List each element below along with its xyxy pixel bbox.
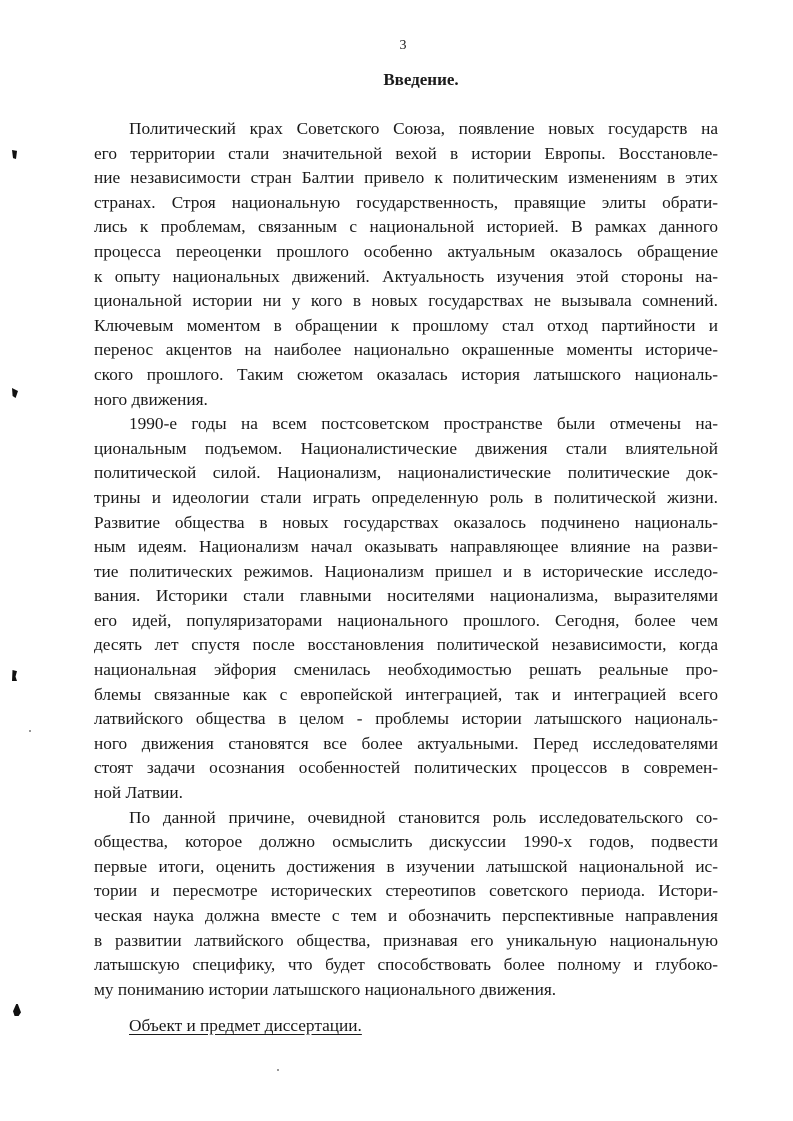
text-line: общества, которое должно осмыслить дискуссии 1990-х годов, подвести (94, 832, 718, 852)
text-line: 1990-е годы на всем постсоветском пространстве были отмечены на- (129, 414, 718, 434)
text-line: тории и пересмотре исторических стереотипов советского периода. Истори- (94, 881, 718, 901)
text-line: циональным подъемом. Националистические движения стали влиятельной (94, 438, 718, 458)
text-line: первые итоги, оценить достижения в изучении латышской национальной ис- (94, 856, 718, 876)
text-line: перенос акцентов на наиболее национально окрашенные моменты историче- (94, 340, 718, 360)
scan-artifact-mark (12, 388, 18, 398)
text-line: вания. Историки стали главными носителями национализма, выразителями (94, 586, 718, 606)
text-line: ного движения становятся все более актуальными. Перед исследователями (94, 733, 718, 753)
text-line: По данной причине, очевидной становится роль исследовательского со- (129, 807, 718, 827)
paragraph-3 (94, 806, 718, 1003)
text-line: его идей, популяризаторами национального прошлого. Сегодня, более чем (94, 610, 718, 630)
text-line: в развитии латвийского общества, признавая его уникальную национальную (94, 930, 718, 950)
text-line: му пониманию истории латышского национального движения. (94, 979, 557, 999)
text-line: десять лет спустя после восстановления политической независимости, когда (94, 635, 718, 655)
paragraph-2 (94, 412, 718, 806)
text-line: ной Латвии. (94, 783, 183, 803)
page-heading: Введение. (383, 70, 459, 89)
text-line: тие политических режимов. Национализм пришел и в исторические исследо- (94, 561, 718, 581)
text-line: блемы связанные как с европейской интеграцией, так и интеграцией всего (94, 684, 718, 704)
text-line: латышскую специфику, что будет способствовать более полному и глубоко- (94, 955, 718, 975)
text-line: лись к проблемам, связанным с национальной историей. В рамках данного (94, 217, 718, 237)
text-line: ческая наука должна вместе с тем и обозначить перспективные направления (94, 906, 718, 925)
text-line: ского прошлого. Таким сюжетом оказалась история латышского националь- (94, 364, 718, 384)
text-line: Ключевым моментом в обращении к прошлому стал отход партийности и (94, 315, 718, 335)
text-line: странах. Строя национальную государственность, правящие элиты обрати- (94, 192, 718, 212)
text-line: Развитие общества в новых государствах оказалось подчинено националь- (94, 512, 718, 532)
paragraph-1 (94, 117, 718, 412)
text-line: трины и идеологии стали играть определенную роль в политической жизни. (94, 487, 718, 507)
scan-artifact-mark (12, 150, 17, 159)
text-line: ние независимости стран Балтии привело к политическим изменениям в этих (94, 168, 718, 188)
scan-artifact-dot (277, 1069, 279, 1071)
scan-artifact-mark (13, 1004, 21, 1016)
text-line: ного движения. (94, 389, 208, 409)
text-line: ным идеям. Национализм начал оказывать направляющее влияние на разви- (94, 537, 718, 557)
page-number: 3 (399, 38, 407, 53)
section-title: Объект и предмет диссертации. (129, 1016, 362, 1035)
scan-artifact-mark (12, 670, 17, 681)
text-line: процесса переоценки прошлого особенно актуальным оказалось обращение (94, 241, 718, 261)
text-line: политической силой. Национализм, националистические политические док- (94, 463, 718, 483)
text-line: его территории стали значительной вехой в истории Европы. Восстановле- (94, 143, 718, 163)
text-line: национальная эйфория сменилась необходимостью решать реальные про- (94, 660, 718, 680)
text-line: стоят задачи осознания особенностей политических процессов в современ- (94, 758, 718, 778)
text-line: Политический крах Советского Союза, появление новых государств на (129, 119, 718, 138)
text-line: латвийского общества в целом - проблемы истории латышского националь- (94, 709, 718, 729)
scan-artifact-dot (29, 730, 31, 732)
text-line: циональной истории ни у кого в новых государствах не вызывала сомнений. (94, 291, 718, 311)
body-text (94, 117, 718, 1002)
text-line: к опыту национальных движений. Актуальность изучения этой стороны на- (94, 266, 718, 286)
